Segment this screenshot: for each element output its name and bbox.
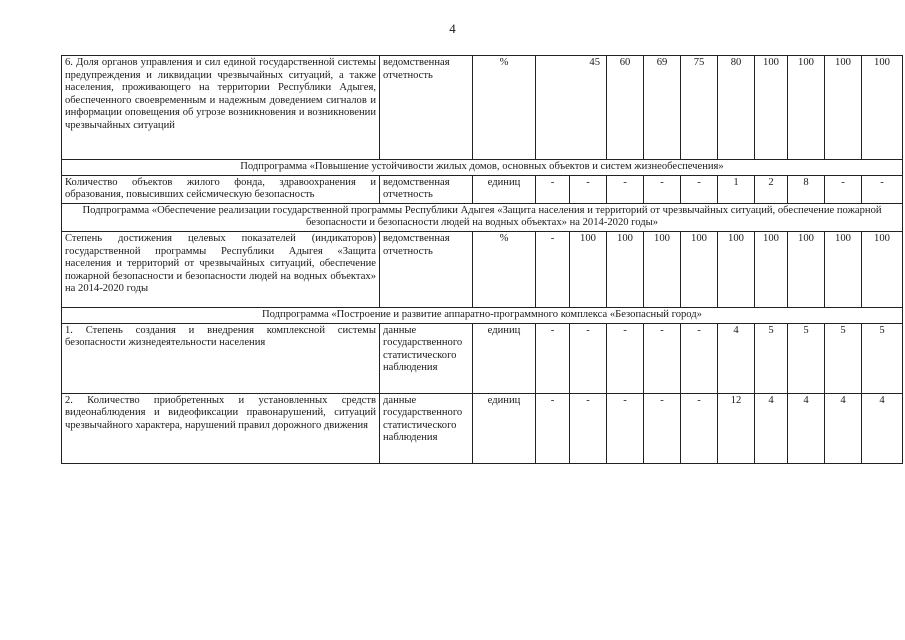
subprogram-row xyxy=(62,160,903,176)
indicator-value: - xyxy=(607,175,644,203)
indicator-value: 100 xyxy=(862,231,903,307)
indicator-value: 75 xyxy=(681,56,718,160)
indicator-name: Количество объектов жилого фонда, здравоохранения и образования, повысивших сейсмическую безопасность xyxy=(62,175,380,203)
indicator-value: 100 xyxy=(681,231,718,307)
page-number: 4 xyxy=(449,21,456,36)
indicator-value: 60 xyxy=(607,56,644,160)
indicator-value: 12 xyxy=(718,393,755,463)
indicator-value: - xyxy=(644,175,681,203)
indicator-value: 100 xyxy=(825,56,862,160)
indicator-value: 100 xyxy=(788,56,825,160)
subprogram-title: Подпрограмма «Обеспечение реализации государственной программы Республики Адыгея «Защита населения и территорий от чрезвычайных ситуаций, обеспечение пожарной безопасности и безопасности людей на водных объектах» на 2014-2020 годы» xyxy=(62,203,903,231)
indicator-value: - xyxy=(536,323,570,393)
table-row xyxy=(62,393,903,463)
indicator-value: 100 xyxy=(788,231,825,307)
indicator-value: 4 xyxy=(825,393,862,463)
indicator-name: 1. Степень создания и внедрения комплексной системы безопасности жизнедеятельности населения xyxy=(62,323,380,393)
indicator-value: - xyxy=(607,323,644,393)
indicator-unit: единиц xyxy=(473,393,536,463)
indicator-value: 80 xyxy=(718,56,755,160)
indicator-name: Степень достижения целевых показателей (индикаторов) государственной программы Республики Адыгея «Защита населения и территорий от чрезвычайных ситуаций, обеспечение пожарной безопасности и безопасности людей на водных объектах» на 2014-2020 годы xyxy=(62,231,380,307)
indicators-table xyxy=(61,55,903,464)
indicator-value: 100 xyxy=(755,56,788,160)
indicator-unit: % xyxy=(473,56,536,160)
indicator-value: 100 xyxy=(718,231,755,307)
indicator-value: - xyxy=(862,175,903,203)
indicator-value: - xyxy=(570,323,607,393)
indicator-value: 8 xyxy=(788,175,825,203)
table-row xyxy=(62,231,903,307)
indicator-value: 4 xyxy=(755,393,788,463)
indicator-value: - xyxy=(607,393,644,463)
indicator-value: 5 xyxy=(825,323,862,393)
indicator-value: - xyxy=(681,393,718,463)
indicator-name: 6. Доля органов управления и сил единой государственной системы предупреждения и ликвидации чрезвычайных ситуаций, а также населения, проживающего на территории Республики Адыгея, обеспеченного своевременным и надежным доведением сигналов и информации оповещения об угрозе возникновения и возникновении чрезвычайных ситуаций xyxy=(62,56,380,160)
subprogram-title: Подпрограмма «Повышение устойчивости жилых домов, основных объектов и систем жизнеобеспечения» xyxy=(62,160,903,176)
indicator-source: ведомственная отчетность xyxy=(380,56,473,160)
indicator-source: ведомственная отчетность xyxy=(380,175,473,203)
indicator-value: 100 xyxy=(755,231,788,307)
indicator-value: - xyxy=(681,323,718,393)
indicator-value: 100 xyxy=(607,231,644,307)
indicator-value: 100 xyxy=(862,56,903,160)
indicator-value: 5 xyxy=(862,323,903,393)
indicator-value: - xyxy=(570,393,607,463)
indicator-unit: единиц xyxy=(473,175,536,203)
indicator-value: - xyxy=(536,175,570,203)
indicator-value: 5 xyxy=(755,323,788,393)
indicator-value: - xyxy=(644,323,681,393)
table-row xyxy=(62,56,903,160)
indicator-value: - xyxy=(644,393,681,463)
table-row xyxy=(62,323,903,393)
indicator-value: 4 xyxy=(718,323,755,393)
indicator-value: 5 xyxy=(788,323,825,393)
indicator-value: 45 xyxy=(536,56,607,160)
indicator-value: 4 xyxy=(788,393,825,463)
indicator-value: 2 xyxy=(755,175,788,203)
subprogram-title: Подпрограмма «Построение и развитие аппаратно-программного комплекса «Безопасный город» xyxy=(62,307,903,323)
indicator-value: - xyxy=(536,231,570,307)
indicator-source: данные государственного статистического наблюдения xyxy=(380,323,473,393)
indicator-value: - xyxy=(681,175,718,203)
indicator-source: данные государственного статистического наблюдения xyxy=(380,393,473,463)
indicator-value: - xyxy=(570,175,607,203)
subprogram-row xyxy=(62,307,903,323)
indicator-value: - xyxy=(536,393,570,463)
indicator-value: 100 xyxy=(644,231,681,307)
indicator-value: - xyxy=(825,175,862,203)
indicator-value: 100 xyxy=(570,231,607,307)
indicator-value: 4 xyxy=(862,393,903,463)
indicator-unit: % xyxy=(473,231,536,307)
table-row xyxy=(62,175,903,203)
indicator-value: 100 xyxy=(825,231,862,307)
indicator-value: 1 xyxy=(718,175,755,203)
indicator-value: 69 xyxy=(644,56,681,160)
indicator-unit: единиц xyxy=(473,323,536,393)
indicator-source: ведомственная отчетность xyxy=(380,231,473,307)
indicator-name: 2. Количество приобретенных и установленных средств видеонаблюдения и видеофиксации правонарушений, ситуаций чрезвычайного характера, нарушений правил дорожного движения xyxy=(62,393,380,463)
subprogram-row xyxy=(62,203,903,231)
